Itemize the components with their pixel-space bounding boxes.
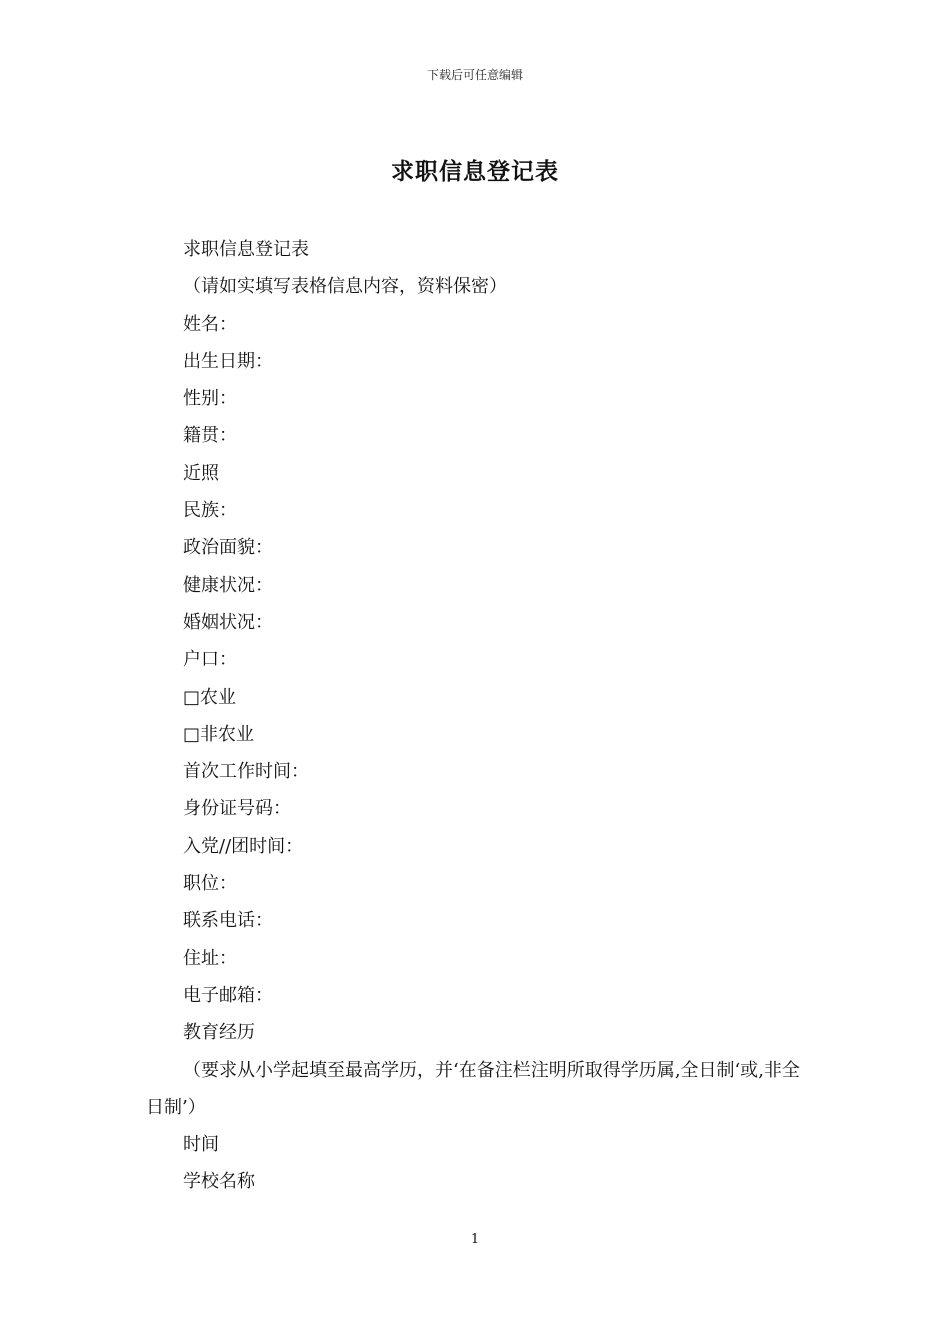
field-ethnicity: 民族： — [183, 500, 237, 522]
checkbox-non-agricultural: □非农业 — [183, 723, 255, 745]
document-title: 求职信息登记表 — [391, 158, 559, 185]
document-body — [146, 231, 811, 1201]
field-native-place: 籍贯： — [183, 425, 237, 447]
field-photo: 近照 — [183, 462, 219, 484]
field-household: 户口： — [183, 649, 237, 671]
field-gender: 性别： — [183, 388, 237, 410]
column-school-name: 学校名称 — [183, 1171, 255, 1193]
form-heading: 求职信息登记表 — [183, 239, 309, 260]
page-number: 1 — [470, 1232, 480, 1247]
field-first-work-time: 首次工作时间： — [183, 761, 309, 783]
form-instruction: （请如实填写表格信息内容，资料保密） — [183, 276, 507, 298]
field-id-number: 身份证号码： — [183, 798, 291, 820]
field-phone: 联系电话： — [183, 910, 273, 932]
column-time: 时间 — [183, 1134, 219, 1156]
checkbox-agricultural: □农业 — [183, 686, 237, 708]
field-address: 住址： — [183, 947, 237, 969]
field-political-status: 政治面貌： — [183, 537, 273, 559]
education-instruction: （要求从小学起填至最高学历，并‘在备注栏注明所取得学历属‚全日制‘或‚非全日制’） — [146, 1059, 800, 1118]
field-name: 姓名： — [183, 313, 237, 335]
section-education: 教育经历 — [183, 1022, 255, 1044]
page-header-note: 下载后可任意编辑 — [426, 68, 523, 82]
field-birth-date: 出生日期： — [183, 350, 273, 372]
field-party-join-time: 入党//团时间： — [183, 835, 304, 857]
field-position: 职位： — [183, 873, 237, 895]
field-email: 电子邮箱： — [183, 984, 273, 1006]
field-health: 健康状况： — [183, 574, 273, 596]
field-marital-status: 婚姻状况： — [183, 611, 273, 633]
